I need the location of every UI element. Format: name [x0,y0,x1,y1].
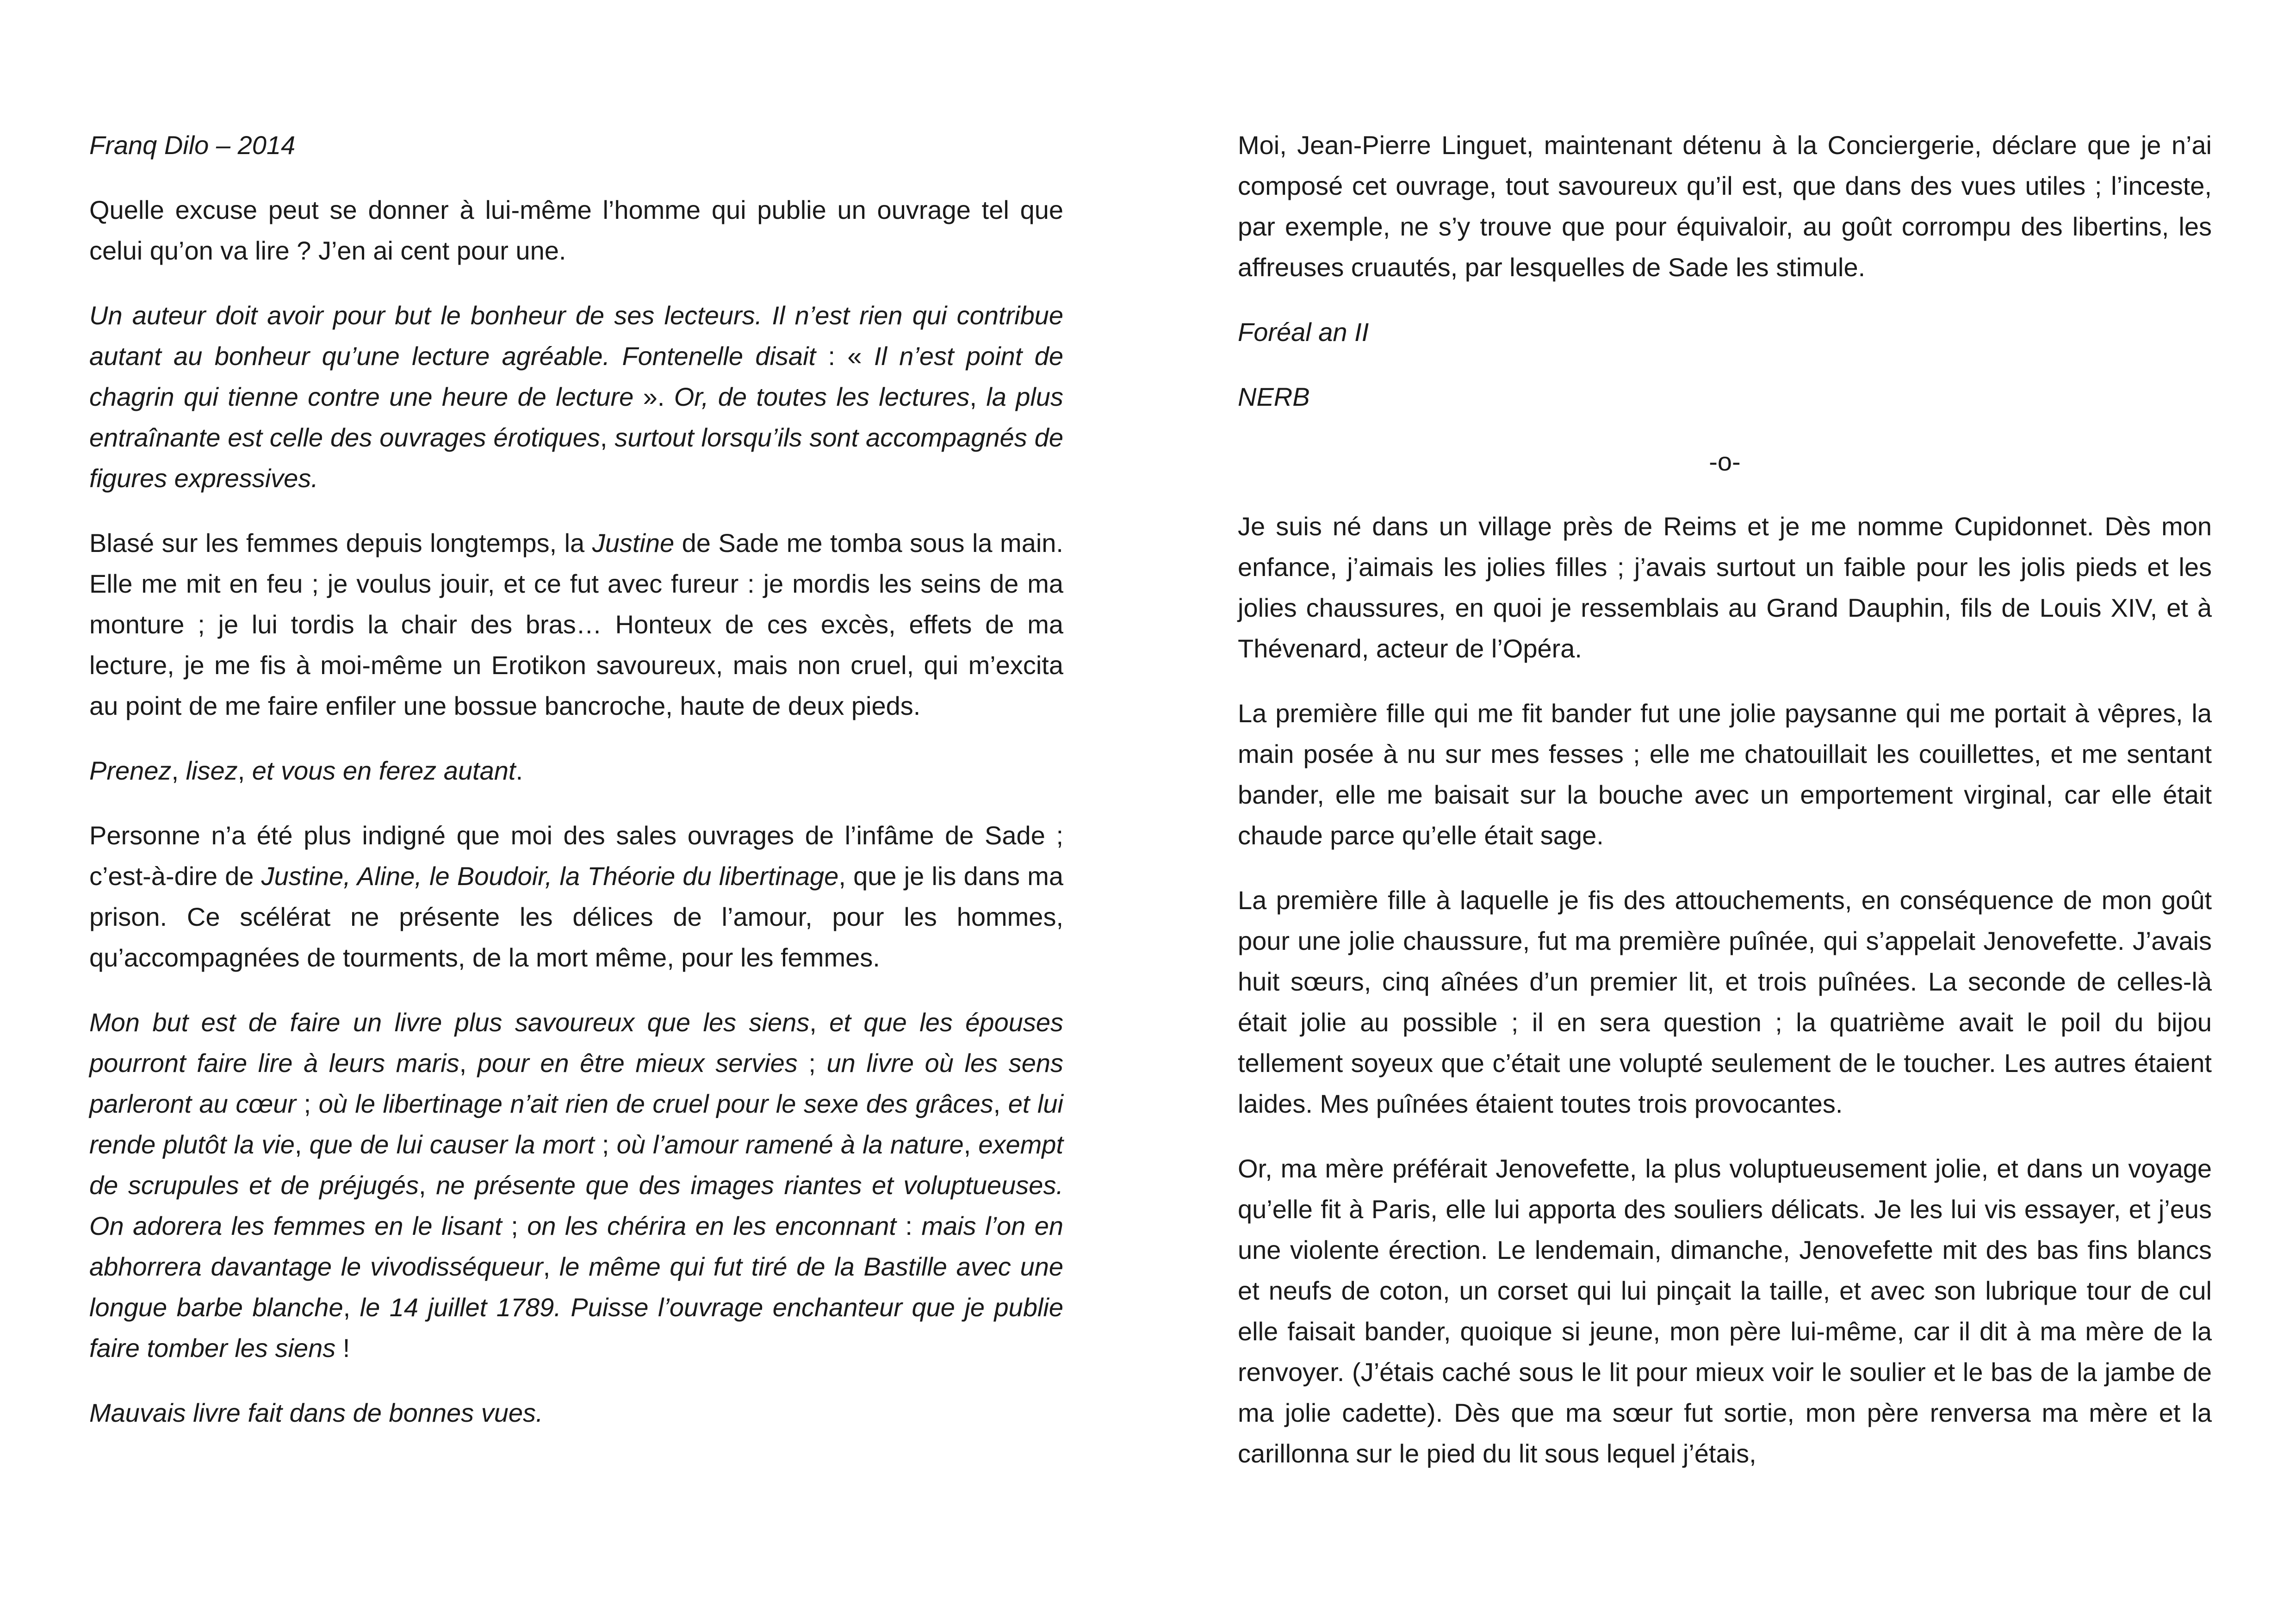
text-run: ; [296,1089,319,1118]
paragraph-mauvais-livre: Mauvais livre fait dans de bonnes vues. [89,1398,543,1427]
text-run: Justine [592,528,675,558]
text-run: pour en être mieux servies [477,1048,798,1078]
text-run: lisez [186,756,238,785]
right-column [1238,125,2212,1498]
text-run: la plus entraînante est celle des ouvrages érotiques [89,382,1063,452]
text-run: : « [816,341,874,371]
text-run: exempt de scrupules et de préjugés [89,1130,1063,1200]
text-run: ; [502,1211,527,1240]
paragraph-excuse: Quelle excuse peut se donner à lui-même l’homme qui publie un ouvrage tel que celui qu’on va lire ? J’en ai cent pour une. [89,195,1063,265]
text-run: Mon but est de faire un livre plus savoureux que les siens [89,1008,810,1037]
text-run: Il n’est point de chagrin qui tienne contre une heure de lecture [89,341,1064,411]
paragraph-premiere-fille: La première fille qui me fit bander fut une jolie paysanne qui me portait à vêpres, la main posée à nu sur mes fesses ; elle me chatouillait les couillettes, et me sentant bander, elle me baisait sur la bouche avec un emportement virginal, car elle était chaude parce qu’elle était sage. [1238,699,2212,850]
text-run: où le libertinage n’ait rien de cruel pour le sexe des grâces [318,1089,993,1118]
text-run: de Sade me tomba sous la main. Elle me mit en feu ; je voulus jouir, et ce fut avec fureur : je mordis les seins de ma monture ; je lui tordis la chair des bras… Honteux de ces excès, effets de ma lecture, je me fis à moi-même un Erotikon savoureux, mais non cruel, qui m’excita au point de me faire enfiler une bossue bancroche, haute de deux pieds. [89,528,1063,720]
text-run: et vous en ferez autant [252,756,516,785]
text-run: Prenez [89,756,172,785]
text-run: ». [633,382,674,411]
text-run: et que les épouses pourront faire lire à leurs maris [89,1008,1063,1078]
text-run: , [419,1171,436,1200]
text-run: , [969,382,987,411]
paragraph-linguet: Moi, Jean-Pierre Linguet, maintenant détenu à la Conciergerie, déclare que je n’ai composé cet ouvrage, tout savoureux qu’il est, que dans des vues utiles ; l’inceste, par exemple, ne s’y trouve que pour équivaloir, au goût corrompu des libertins, les affreuses cruautés, par lesquelles de Sade les stimule. [1238,130,2212,282]
paragraph-mon-but [89,1002,1063,1369]
text-run: on les chérira en les enconnant [527,1211,896,1240]
text-run: , [963,1130,979,1159]
date-line: Foréal an II [1238,317,1369,347]
text-run: , [600,423,615,452]
paragraph-prenez [89,750,1063,791]
text-run: où l’amour ramené à la nature [616,1130,964,1159]
left-column [89,125,1063,1457]
text-run: , [171,756,186,785]
text-run: Blasé sur les femmes depuis longtemps, la [89,528,592,558]
text-run: et lui rende plutôt la vie [89,1089,1063,1159]
text-run: que de lui causer la mort [309,1130,595,1159]
text-run: surtout lorsqu’ils sont accompagnés de figures expressives. [89,423,1063,493]
paragraph-jenovefette: Or, ma mère préférait Jenovefette, la plus voluptueusement jolie, et dans un voyage qu’elle fit à Paris, elle lui apporta des souliers délicats. Je les lui vis essayer, et j’eus une violente érection. Le lendemain, dimanche, Jenovefette mit des bas fins blancs et neufs de coton, un corset qui lui pinçait la taille, et avec son lubrique tour de cul elle faisait bander, quoique si jeune, mon père lui-même, car il dit à ma mère de la renvoyer. (J’étais caché sous le lit pour mieux voir le soulier et le bas de la jambe de ma jolie cadette). Dès que ma sœur fut sortie, mon père renversa ma mère et la carillonna sur le pied du lit sous lequel j’étais, [1238,1154,2212,1468]
text-run: le 14 juillet 1789. Puisse l’ouvrage enchanteur que je publie faire tomber les siens [89,1293,1063,1363]
text-run: , [294,1130,310,1159]
text-run: , [809,1008,830,1037]
section-separator: -o- [1709,447,1741,476]
text-run: Or, de toutes les lectures [674,382,970,411]
text-run: mais l’on en abhorrera davantage le vivodisséqueur [89,1211,1063,1281]
paragraph-author-goal [89,295,1063,499]
text-run: , [237,756,252,785]
paragraph-indigne [89,815,1063,978]
text-run: , [343,1293,360,1322]
text-run: , que je lis dans ma prison. Ce scélérat ne présente les délices de l’amour, pour les hommes, qu’accompagnées de tourments, de la mort même, pour les femmes. [89,861,1064,972]
paragraph-cupidonnet: Je suis né dans un village près de Reims et je me nomme Cupidonnet. Dès mon enfance, j’aimais les jolies filles ; j’avais surtout un faible pour les jolis pieds et les jolies chaussures, en quoi je ressemblais au Grand Dauphin, fils de Louis XIV, et à Thévenard, acteur de l’Opéra. [1238,512,2212,663]
text-run: . [515,756,523,785]
author-line: Franq Dilo – 2014 [89,130,296,160]
text-run: un livre où les sens parleront au cœur [89,1048,1063,1118]
text-run: , [459,1048,478,1078]
paragraph-blase [89,523,1063,726]
paragraph-attouchements: La première fille à laquelle je fis des attouchements, en conséquence de mon goût pour une jolie chaussure, fut ma première puînée, qui s’appelait Jenovefette. J’avais huit sœurs, cinq aînées d’un premier lit, et trois puînées. La seconde de celles-là était jolie au possible ; il en sera question ; la quatrième avait le poil du bijou tellement soyeux que c’était une volupté seulement de le toucher. Les autres étaient laides. Mes puînées étaient toutes trois provocantes. [1238,886,2212,1118]
text-run: Personne n’a été plus indigné que moi des sales ouvrages de l’infâme de Sade ; c’est-à-dire de [89,821,1063,891]
text-run: Un auteur doit avoir pour but le bonheur de ses lecteurs. Il n’est rien qui contribue autant au bonheur qu’une lecture agréable. Fontenelle disait [89,301,1063,371]
text-run: : [896,1211,922,1240]
text-run: , [993,1089,1008,1118]
text-run: le même qui fut tiré de la Bastille avec une longue barbe blanche [89,1252,1064,1322]
signature-line: NERB [1238,382,1310,411]
text-run: ! [335,1333,350,1363]
text-run: Justine, Aline, le Boudoir, la Théorie du libertinage [261,861,839,891]
text-run: ; [594,1130,617,1159]
text-run: ne présente que des images riantes et voluptueuses. On adorera les femmes en le lisant [89,1171,1063,1240]
text-run: ; [797,1048,827,1078]
text-run: , [543,1252,559,1281]
